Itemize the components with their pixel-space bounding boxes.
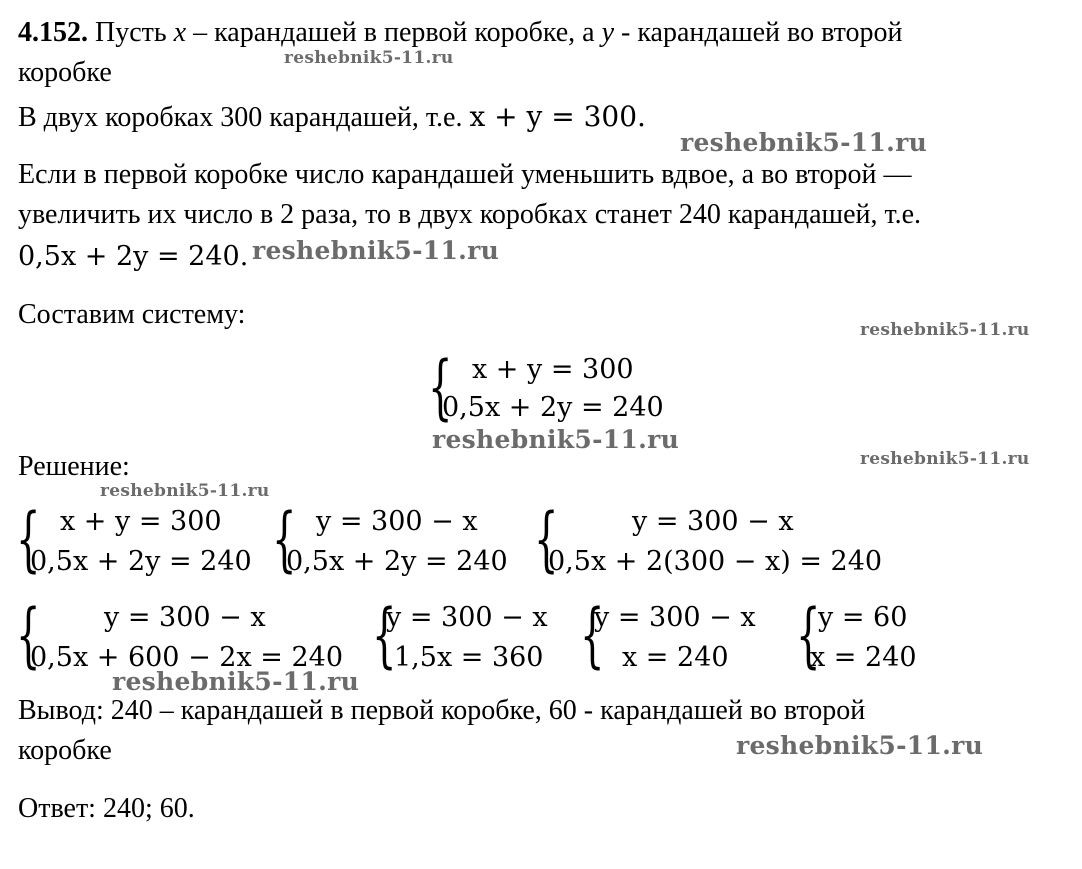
paragraph-1-equation: x + y = 300.: [469, 100, 646, 133]
conclusion-text-2: коробке: [18, 735, 112, 766]
system-step-7: [796, 594, 936, 678]
conclusion-text-1: Вывод: 240 – карандашей в первой коробке, 60 - карандашей во второй: [18, 695, 866, 726]
system-step-7-row-2: x = 240: [810, 642, 917, 673]
variable-y: y: [601, 17, 615, 48]
system-step-2-row-2: 0,5x + 2y = 240: [286, 546, 508, 577]
answer-text: Ответ: 240; 60.: [18, 793, 195, 824]
conclusion-line-2: [18, 734, 112, 768]
compose-label: [18, 298, 245, 332]
system-step-3-row-1: y = 300 − x: [632, 506, 794, 537]
brace-icon: {: [428, 346, 453, 428]
system-step-6: [580, 594, 770, 678]
problem-line-2: [18, 56, 112, 90]
system-step-4-row-2: 0,5x + 600 − 2x = 240: [30, 642, 344, 673]
watermark: reshebnik5-11.ru: [112, 667, 360, 696]
system-step-4: [16, 594, 356, 678]
system-main: [428, 346, 688, 430]
problem-intro-c: - карандашей во второй: [614, 17, 903, 48]
system-step-3: [534, 498, 904, 582]
paragraph-2-line-2: [18, 198, 921, 232]
variable-x: x: [173, 17, 187, 48]
watermark: reshebnik5-11.ru: [432, 425, 680, 454]
brace-icon: {: [580, 594, 605, 676]
problem-intro-a: Пусть: [88, 17, 174, 48]
compose-text: Составим систему:: [18, 299, 246, 330]
solution-text: Решение:: [18, 451, 130, 482]
system-main-row-2: 0,5x + 2y = 240: [442, 392, 664, 423]
paragraph-2-text-1: Если в первой коробке число карандашей уменьшить вдвое, а во второй —: [18, 159, 912, 190]
answer-line: [18, 792, 195, 826]
paragraph-2-line-3: [18, 240, 248, 274]
system-step-2-row-1: y = 300 − x: [316, 506, 478, 537]
watermark: reshebnik5-11.ru: [860, 449, 1030, 469]
system-step-1: [16, 498, 266, 582]
paragraph-2-equation: 0,5x + 2y = 240.: [18, 241, 249, 272]
system-step-3-row-2: 0,5x + 2(300 − x) = 240: [548, 546, 883, 577]
paragraph-2-text-2: увеличить их число в 2 раза, то в двух коробках станет 240 карандашей, т.е.: [18, 199, 922, 230]
solution-label: [18, 450, 130, 484]
problem-number: 4.152.: [18, 17, 88, 48]
watermark: reshebnik5-11.ru: [680, 128, 928, 157]
problem-intro-d: коробке: [18, 57, 112, 88]
system-step-4-row-1: y = 300 − x: [104, 602, 266, 633]
paragraph-1-text: В двух коробках 300 карандашей, т.е.: [18, 102, 470, 133]
system-step-2: [272, 498, 522, 582]
brace-icon: {: [534, 498, 559, 580]
watermark: reshebnik5-11.ru: [860, 320, 1030, 340]
watermark: reshebnik5-11.ru: [252, 236, 500, 265]
system-step-1-row-2: 0,5x + 2y = 240: [30, 546, 252, 577]
system-step-1-row-1: x + y = 300: [60, 506, 222, 537]
watermark: reshebnik5-11.ru: [284, 48, 454, 68]
brace-icon: {: [796, 594, 821, 676]
system-step-5-row-1: y = 300 − x: [386, 602, 548, 633]
system-main-row-1: x + y = 300: [472, 354, 634, 385]
problem-line-1: [18, 16, 902, 50]
system-step-6-row-2: x = 240: [622, 642, 729, 673]
system-step-7-row-1: y = 60: [818, 602, 908, 633]
brace-icon: {: [16, 594, 41, 676]
system-step-5: [372, 594, 562, 678]
problem-intro-b: – карандашей в первой коробке, а: [186, 17, 602, 48]
watermark: reshebnik5-11.ru: [736, 731, 984, 760]
brace-icon: {: [16, 498, 41, 580]
system-step-5-row-2: 1,5x = 360: [394, 642, 544, 673]
brace-icon: {: [372, 594, 397, 676]
watermark: reshebnik5-11.ru: [100, 481, 270, 501]
paragraph-1: [18, 100, 646, 135]
brace-icon: {: [272, 498, 297, 580]
system-step-6-row-1: y = 300 − x: [594, 602, 756, 633]
conclusion-line-1: [18, 694, 865, 728]
paragraph-2-line-1: [18, 158, 912, 192]
